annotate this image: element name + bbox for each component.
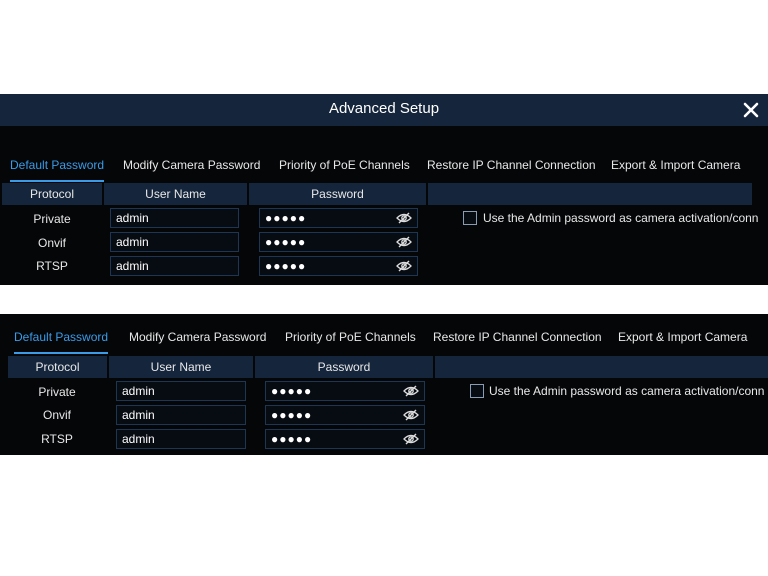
advanced-setup-window bbox=[0, 94, 768, 285]
username-field-rtsp[interactable]: admin bbox=[116, 429, 246, 449]
protocol-rtsp: RTSP bbox=[36, 259, 68, 273]
protocol-onvif: Onvif bbox=[37, 236, 66, 250]
protocol-rtsp: RTSP bbox=[41, 432, 73, 446]
eye-off-icon[interactable] bbox=[403, 385, 419, 397]
protocol-private: Private bbox=[33, 212, 71, 226]
admin-password-checkbox-label: Use the Admin password as camera activation/conn bbox=[483, 211, 759, 225]
header-user-name: User Name bbox=[104, 183, 247, 205]
close-button[interactable] bbox=[738, 94, 764, 126]
tab-bar bbox=[0, 154, 768, 182]
eye-off-icon[interactable] bbox=[396, 236, 412, 248]
header-options bbox=[428, 183, 752, 205]
admin-password-checkbox[interactable] bbox=[463, 211, 477, 225]
tab-restore-ip-channel[interactable]: Restore IP Channel Connection bbox=[427, 158, 596, 172]
password-value: ●●●●● bbox=[271, 432, 313, 446]
tab-restore-ip-channel[interactable]: Restore IP Channel Connection bbox=[433, 330, 602, 344]
eye-off-icon[interactable] bbox=[403, 409, 419, 421]
tab-default-password[interactable]: Default Password bbox=[14, 326, 108, 354]
password-field-rtsp[interactable] bbox=[265, 429, 425, 449]
tab-priority-poe-channels[interactable]: Priority of PoE Channels bbox=[285, 330, 416, 344]
username-field-onvif[interactable]: admin bbox=[116, 405, 246, 425]
password-field-onvif[interactable] bbox=[265, 405, 425, 425]
username-field-private[interactable]: admin bbox=[110, 208, 239, 228]
close-icon bbox=[743, 102, 759, 118]
advanced-setup-zoomed-view bbox=[0, 314, 768, 455]
tab-export-import-camera[interactable]: Export & Import Camera bbox=[611, 158, 741, 172]
protocol-private: Private bbox=[38, 385, 76, 399]
password-value: ●●●●● bbox=[265, 211, 307, 225]
header-password: Password bbox=[255, 356, 433, 378]
password-value: ●●●●● bbox=[265, 259, 307, 273]
header-password: Password bbox=[249, 183, 426, 205]
password-field-onvif[interactable] bbox=[259, 232, 418, 252]
tab-modify-camera-password[interactable]: Modify Camera Password bbox=[129, 330, 267, 344]
password-field-private[interactable] bbox=[265, 381, 425, 401]
tab-bar bbox=[0, 326, 768, 354]
header-protocol: Protocol bbox=[2, 183, 102, 205]
password-field-rtsp[interactable] bbox=[259, 256, 418, 276]
protocol-onvif: Onvif bbox=[42, 408, 71, 422]
admin-password-checkbox[interactable] bbox=[470, 384, 484, 398]
eye-off-icon[interactable] bbox=[396, 212, 412, 224]
tab-export-import-camera[interactable]: Export & Import Camera bbox=[618, 330, 748, 344]
tab-priority-poe-channels[interactable]: Priority of PoE Channels bbox=[279, 158, 410, 172]
password-field-private[interactable] bbox=[259, 208, 418, 228]
header-user-name: User Name bbox=[109, 356, 253, 378]
title-bar bbox=[0, 94, 768, 126]
window-title: Advanced Setup bbox=[328, 100, 440, 117]
password-value: ●●●●● bbox=[271, 384, 313, 398]
password-value: ●●●●● bbox=[265, 235, 307, 249]
username-field-private[interactable]: admin bbox=[116, 381, 246, 401]
username-field-rtsp[interactable]: admin bbox=[110, 256, 239, 276]
username-field-onvif[interactable]: admin bbox=[110, 232, 239, 252]
header-options bbox=[435, 356, 768, 378]
tab-default-password[interactable]: Default Password bbox=[10, 154, 104, 182]
tab-modify-camera-password[interactable]: Modify Camera Password bbox=[123, 158, 261, 172]
eye-off-icon[interactable] bbox=[396, 260, 412, 272]
admin-password-checkbox-label: Use the Admin password as camera activation/conn bbox=[489, 384, 765, 398]
password-value: ●●●●● bbox=[271, 408, 313, 422]
header-protocol: Protocol bbox=[8, 356, 107, 378]
eye-off-icon[interactable] bbox=[403, 433, 419, 445]
